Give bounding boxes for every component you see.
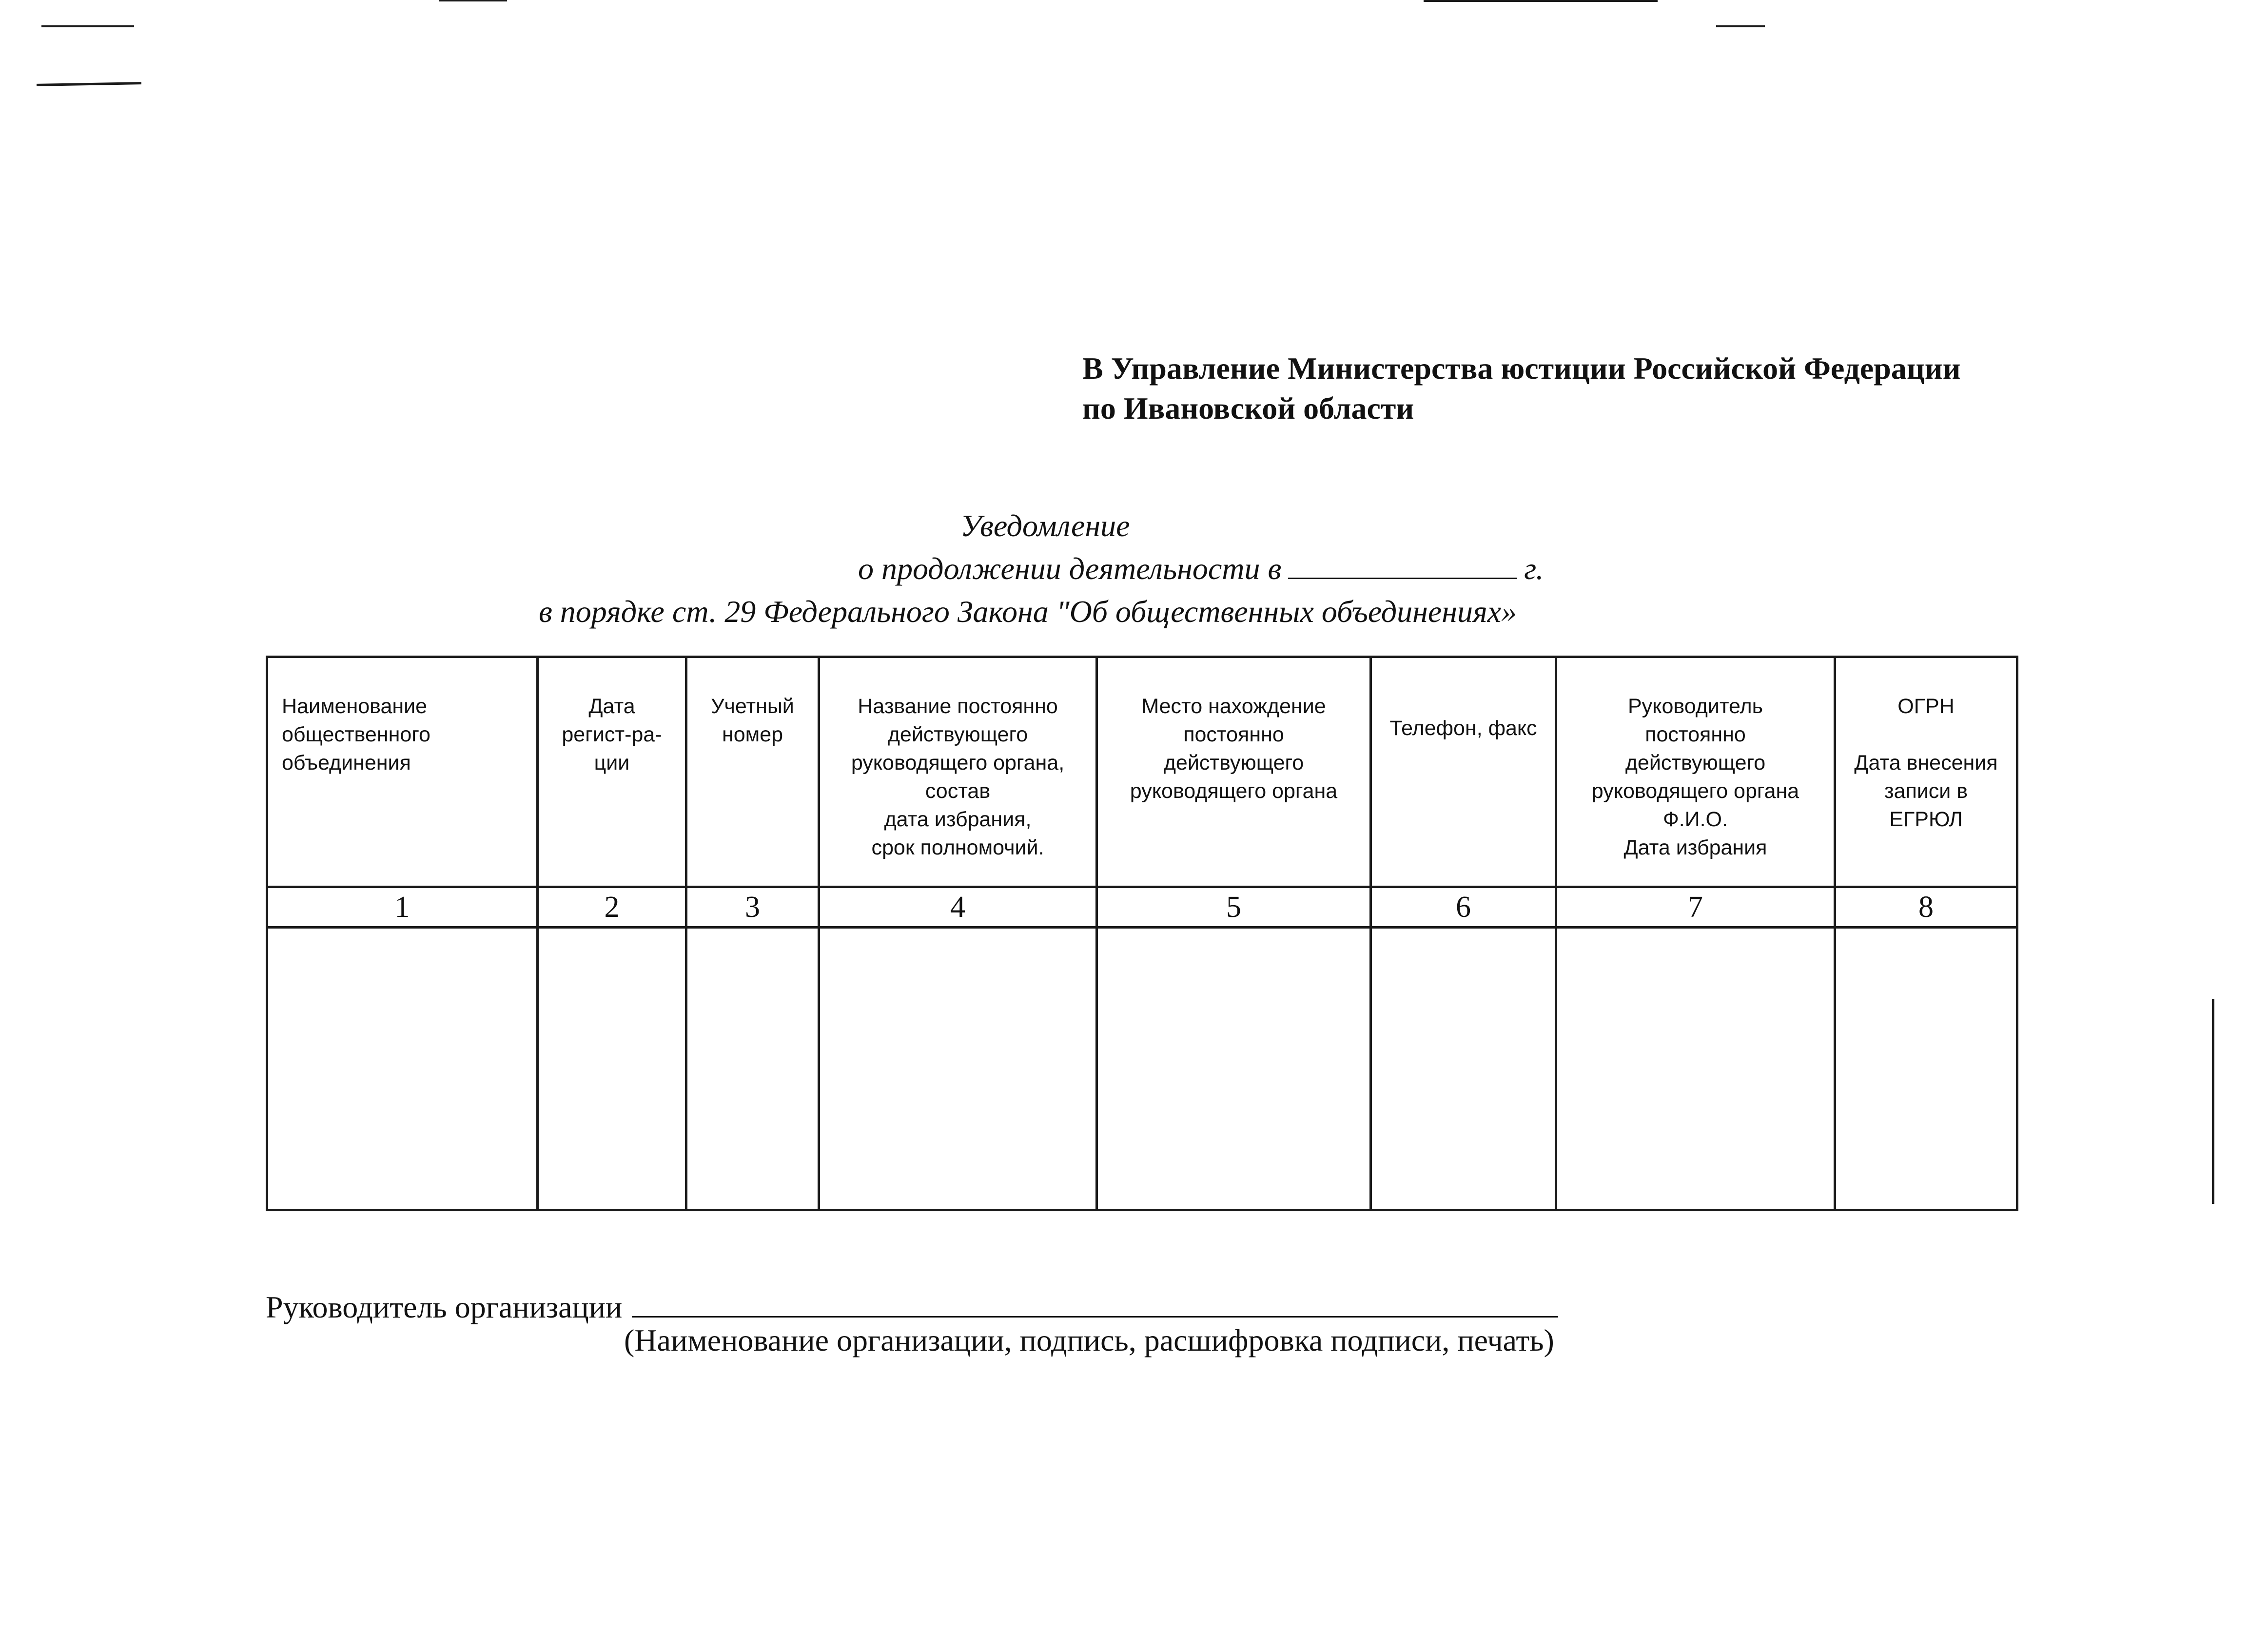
data-cell[interactable] <box>1371 928 1556 1210</box>
column-number: 6 <box>1371 887 1556 928</box>
column-number: 8 <box>1835 887 2017 928</box>
table-header-row <box>267 657 2017 887</box>
signature-label: Руководитель организации <box>266 1290 623 1324</box>
data-cell[interactable] <box>1556 928 1835 1210</box>
table-number-row <box>267 887 2017 928</box>
scan-mark <box>41 25 134 27</box>
addressee-line-1: В Управление Министерства юстиции Российской Федерации <box>1082 351 1961 386</box>
header-cell: Наименование общественного объединения <box>267 657 538 887</box>
column-number: 2 <box>538 887 686 928</box>
addressee-block <box>1082 349 1961 428</box>
signature-caption: (Наименование организации, подпись, расшифровка подписи, печать) <box>624 1323 1554 1357</box>
header-cell: Название постоянно действующего руководящего органа, состав дата избрания, срок полномочий. <box>819 657 1097 887</box>
signature-blank-field[interactable] <box>632 1287 1558 1318</box>
data-cell[interactable] <box>267 928 538 1210</box>
data-cell[interactable] <box>1835 928 2017 1210</box>
data-cell[interactable] <box>819 928 1097 1210</box>
column-number: 4 <box>819 887 1097 928</box>
data-cell[interactable] <box>686 928 819 1210</box>
notification-table <box>266 656 2018 1211</box>
scan-mark <box>2212 999 2214 1204</box>
header-cell: Телефон, факс <box>1371 657 1556 887</box>
header-cell: Учетный номер <box>686 657 819 887</box>
header-cell: Место нахождение постоянно действующего руководящего органа <box>1097 657 1371 887</box>
scan-mark <box>1424 0 1658 2</box>
scan-mark <box>1716 25 1765 27</box>
column-number: 3 <box>686 887 819 928</box>
heading-line-2-suffix: г. <box>1524 551 1544 586</box>
header-cell: ОГРН Дата внесения записи в ЕГРЮЛ <box>1835 657 2017 887</box>
year-blank-field[interactable] <box>1288 552 1517 579</box>
data-cell[interactable] <box>538 928 686 1210</box>
heading-line-2-prefix: о продолжении деятельности в <box>858 551 1282 586</box>
scan-mark <box>439 0 507 1</box>
document-title: Уведомление <box>960 508 1130 543</box>
table-row <box>267 928 2017 1210</box>
heading-line-3: в порядке ст. 29 Федерального Закона "Об общественных объединениях» <box>539 594 1517 629</box>
column-number: 7 <box>1556 887 1835 928</box>
data-cell[interactable] <box>1097 928 1371 1210</box>
column-number: 1 <box>267 887 538 928</box>
heading-line-2 <box>858 547 1544 590</box>
addressee-line-2: по Ивановской области <box>1082 391 1414 426</box>
header-cell: Руководитель постоянно действующего руководящего органа Ф.И.О. Дата избрания <box>1556 657 1835 887</box>
column-number: 5 <box>1097 887 1371 928</box>
header-cell: Дата регист-ра- ции <box>538 657 686 887</box>
scan-mark <box>37 82 141 86</box>
